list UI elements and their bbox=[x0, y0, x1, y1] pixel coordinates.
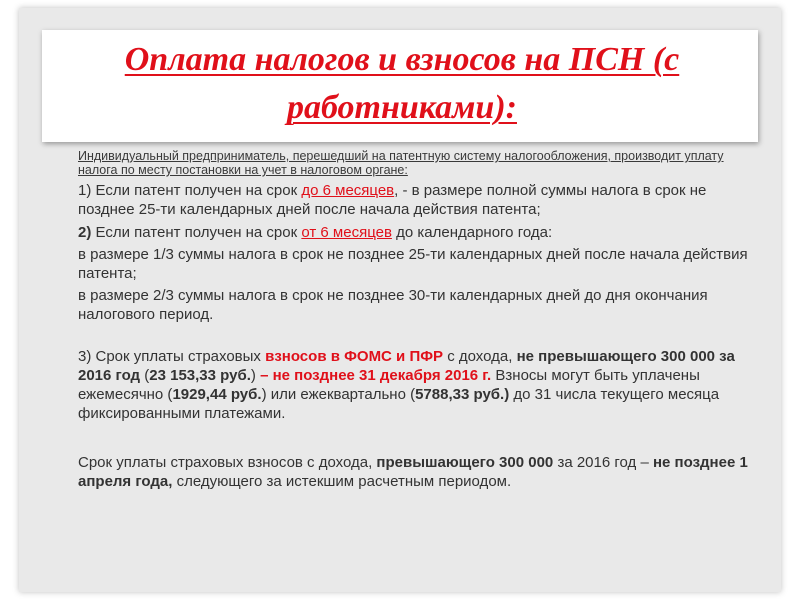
item-4-income-limit: превышающего 300 000 bbox=[376, 454, 554, 471]
item-1 bbox=[78, 181, 758, 219]
item-3 bbox=[78, 347, 758, 423]
item-4-part-3: следующего за истекшим расчетным периодом. bbox=[172, 473, 512, 490]
intro-paragraph: Индивидуальный предприниматель, перешедший на патентную систему налогообложения, производит уплату налога по месту постановки на учет в налоговом органе: bbox=[78, 149, 724, 177]
item-3-income-limit: не превышающего 300 000 за 2016 год bbox=[78, 348, 735, 384]
item-3-part-3: ( bbox=[140, 367, 150, 384]
slide-title: Оплата налогов и взносов на ПСН (с работниками): bbox=[124, 41, 680, 126]
item-1-text-a: Если патент получен на срок bbox=[91, 182, 302, 199]
item-1-number: 1) bbox=[78, 182, 92, 199]
item-1-text-b: , - в размере полной суммы налога в срок не позднее 25-ти календарных дней после начала действия патента; bbox=[78, 182, 707, 218]
item-3-part-1: 3) Срок уплаты страховых bbox=[78, 348, 266, 365]
item-2-number: 2) bbox=[78, 224, 92, 241]
item-2-highlight: от 6 месяцев bbox=[301, 224, 392, 241]
item-3-part-2: с дохода, bbox=[443, 348, 517, 365]
item-3-deadline: – не позднее 31 декабря 2016 г. bbox=[260, 367, 492, 384]
item-4-deadline: не позднее 1 апреля года, bbox=[78, 454, 748, 490]
item-3-quarterly-amount: 5788,33 руб.) bbox=[415, 386, 510, 403]
item-4-part-2: за 2016 год – bbox=[553, 454, 653, 471]
item-3-part-6: ) или ежеквартально ( bbox=[261, 386, 416, 403]
item-3-annual-amount: 23 153,33 руб. bbox=[149, 367, 251, 384]
item-3-part-4: ) bbox=[250, 367, 261, 384]
sub-item-1: в размере 1/3 суммы налога в срок не позднее 25-ти календарных дней после начала действия патента; bbox=[78, 246, 748, 282]
item-1-highlight: до 6 месяцев bbox=[301, 182, 395, 199]
sub-item-2: в размере 2/3 суммы налога в срок не позднее 30-ти календарных дней до дня окончания налогового период. bbox=[78, 287, 708, 323]
item-2-text-b: до календарного года: bbox=[391, 224, 553, 241]
item-4-part-1: Срок уплаты страховых взносов с дохода, bbox=[78, 454, 377, 471]
item-3-part-7: до 31 числа текущего месяца фиксированными платежами. bbox=[78, 386, 720, 422]
item-3-monthly-amount: 1929,44 руб. bbox=[172, 386, 262, 403]
item-4 bbox=[78, 453, 758, 491]
item-3-funds: взносов в ФОМС и ПФР bbox=[265, 348, 444, 365]
item-3-part-5: Взносы могут быть уплачены ежемесячно ( bbox=[78, 367, 700, 403]
item-2-text-a: Если патент получен на срок bbox=[91, 224, 302, 241]
slide-body bbox=[78, 149, 758, 491]
item-2 bbox=[78, 223, 758, 242]
